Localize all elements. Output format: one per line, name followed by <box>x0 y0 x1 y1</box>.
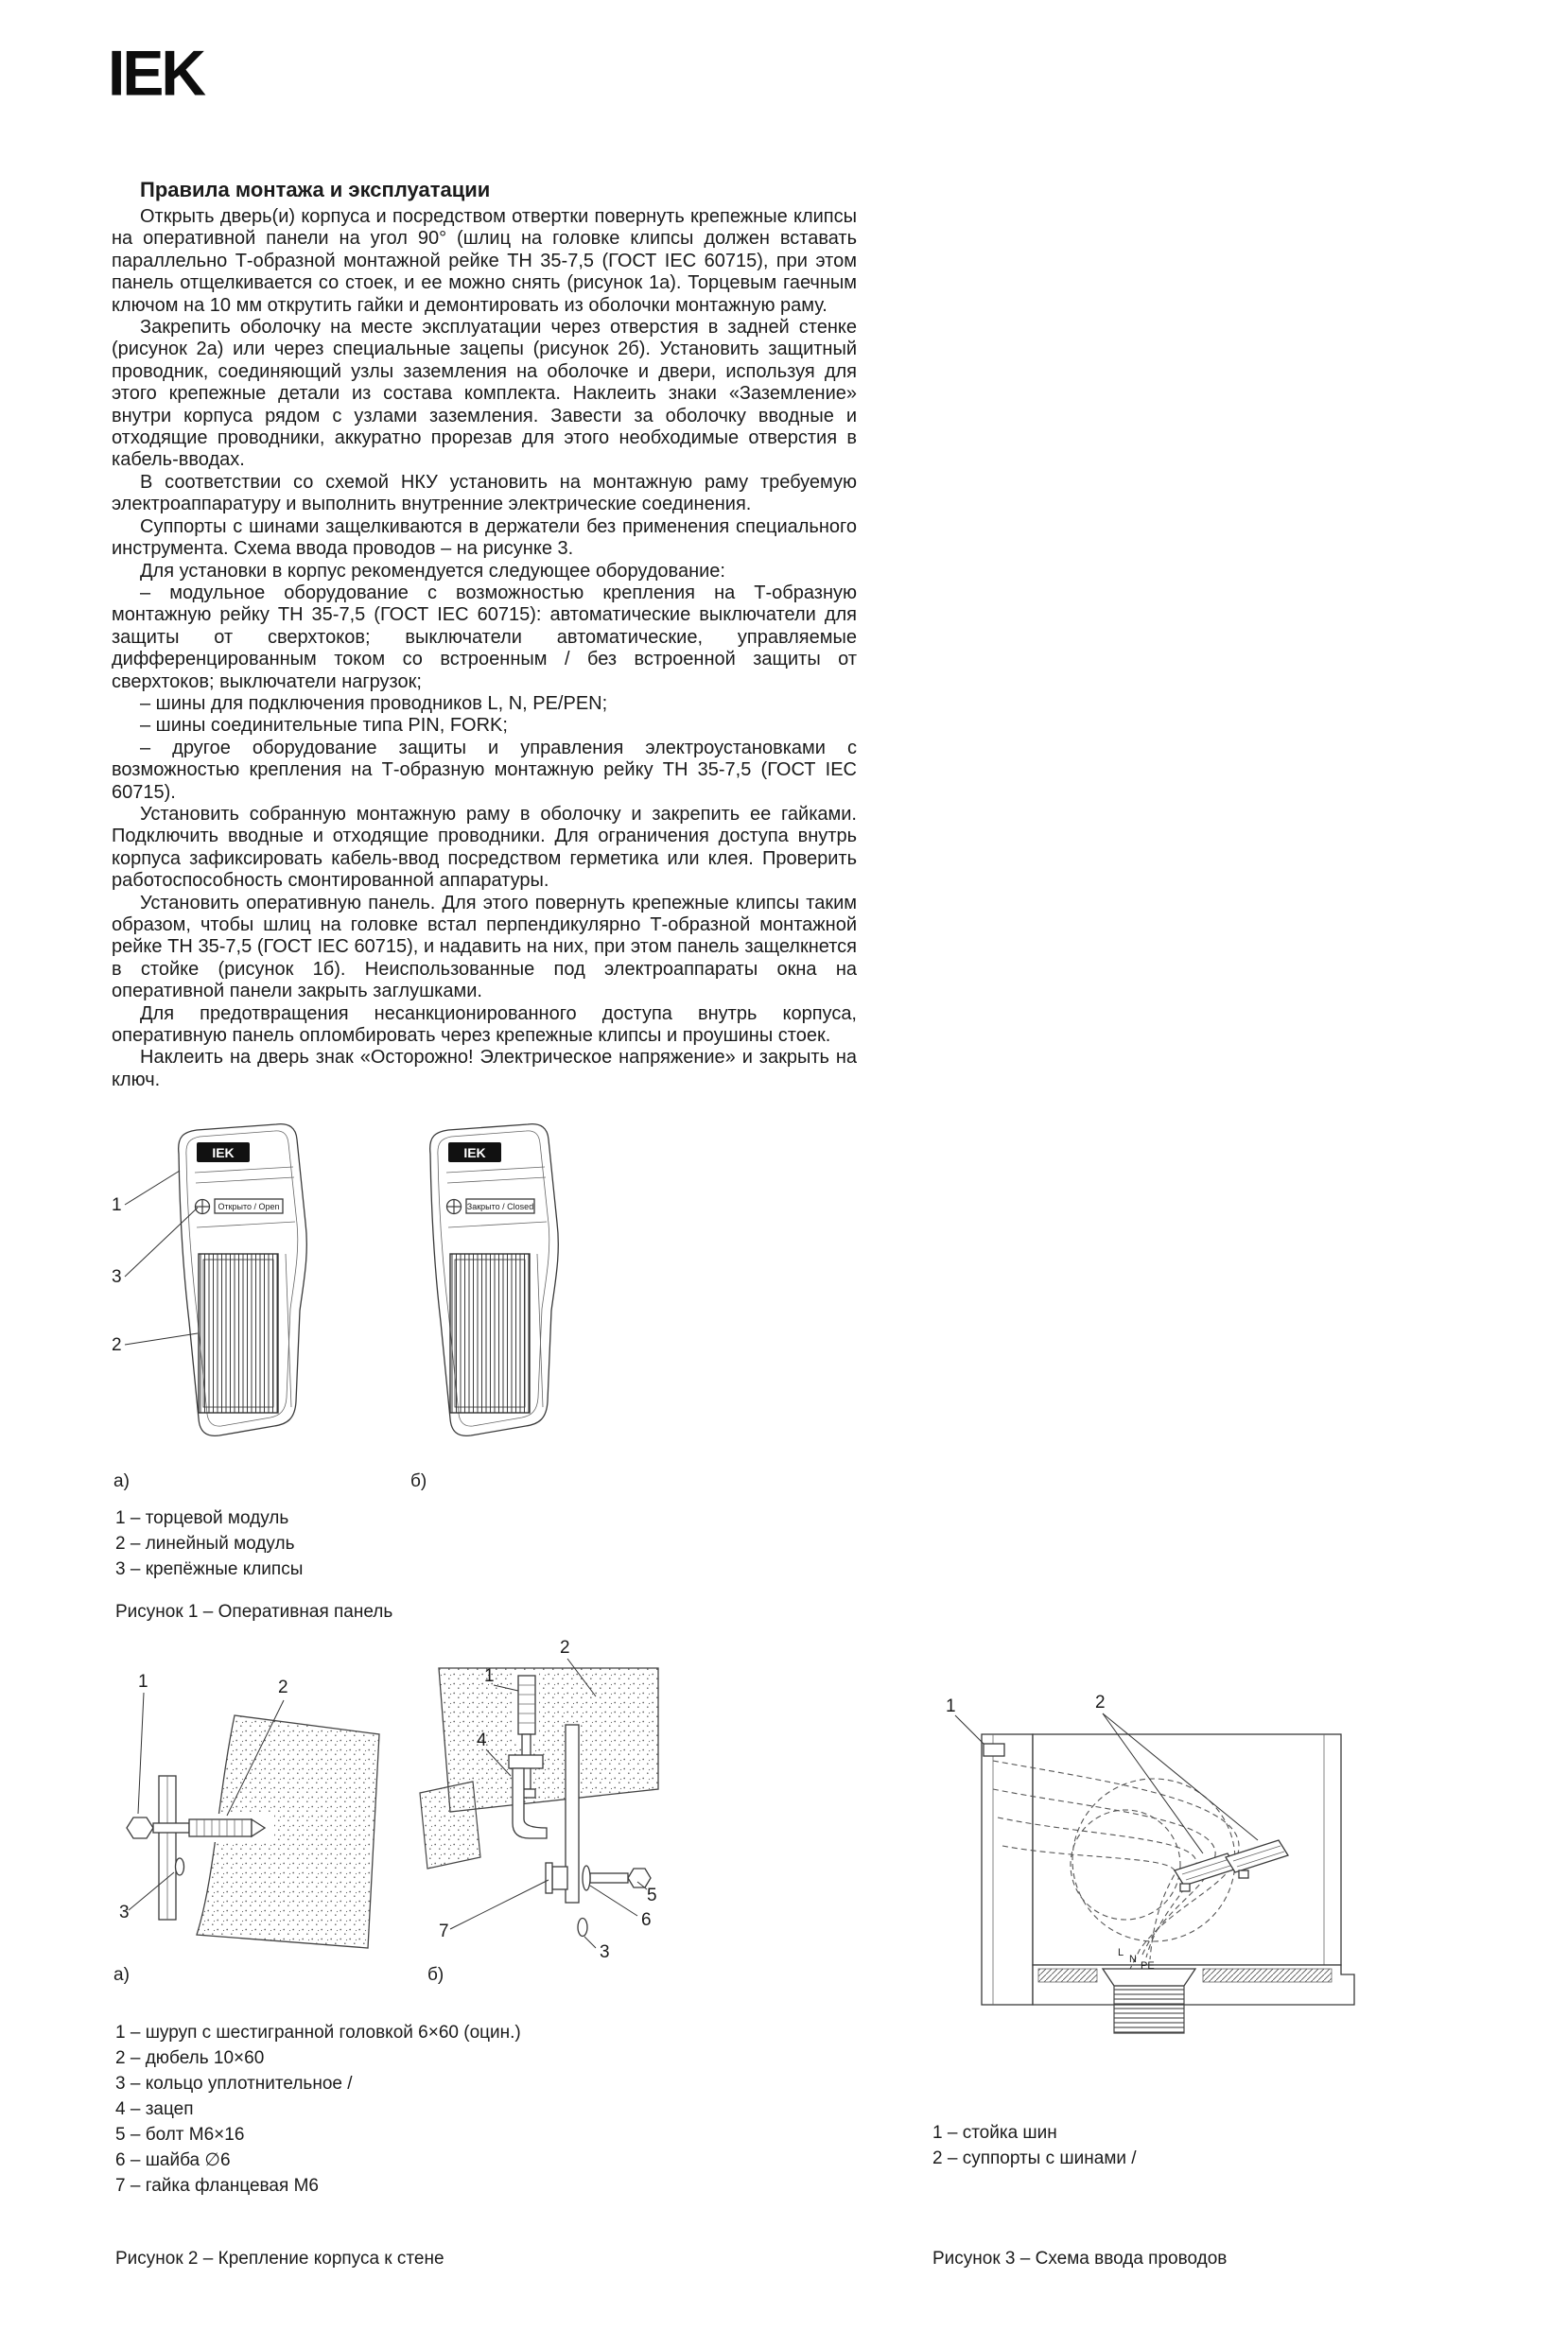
callout-number: 1 <box>946 1696 956 1716</box>
flange-nut-flange <box>546 1863 552 1893</box>
figure1-drawing <box>104 1118 634 1451</box>
dowel <box>518 1676 535 1734</box>
paragraph: Открыть дверь(и) корпуса и посредством отвертки повернуть крепежные клипсы на оперативной панели на угол 90° (шлиц на головке клипсы должен вставать параллельно Т-образной монтажной рейке ТН 35-7,5 (ГОСТ IEC 60715), при этом панель отщелкивается со стоек, и ее можно снять (рисунок 1а). Торцевым гаечным ключом на 10 мм открутить гайки и демонтировать из оболочки монтажную раму. <box>112 206 857 316</box>
panel-logo-text: IEK <box>463 1145 486 1160</box>
paragraph: Наклеить на дверь знак «Осторожно! Электрическое напряжение» и закрыть на ключ. <box>112 1047 857 1090</box>
sealing-ring <box>176 1858 184 1875</box>
callout-number: 3 <box>112 1267 122 1287</box>
flange-nut <box>552 1867 567 1889</box>
wall-fragment <box>420 1782 480 1869</box>
legend-item: 3 – кольцо уплотнительное / <box>115 2074 353 2094</box>
figure2-sub-label-a: а) <box>113 1965 130 1985</box>
legend-item: 2 – суппорты с шинами / <box>932 2148 1137 2168</box>
figure2-legend <box>115 2020 521 2199</box>
legend-item: 2 – линейный модуль <box>115 1534 295 1554</box>
wire-label: PE <box>1141 1960 1155 1972</box>
legend-item: 6 – шайба ∅6 <box>115 2150 231 2170</box>
screw-shaft <box>153 1823 189 1833</box>
list-item: – шины соединительные типа PIN, FORK; <box>140 715 508 737</box>
figure1-legend <box>115 1505 303 1582</box>
bolt-head-icon <box>628 1869 651 1887</box>
callout-number: 2 <box>560 1638 570 1658</box>
list-item: – шины для подключения проводников L, N, PE/PEN; <box>140 692 608 714</box>
callout-number: 3 <box>600 1942 610 1962</box>
wire-label: L <box>1118 1947 1124 1958</box>
paragraph: Закрепить оболочку на месте эксплуатации через отверстия в задней стенке (рисунок 2а) или через специальные зацепы (рисунок 2б). Установить защитный проводник, соединяющий узлы заземления на оболочке и двери, используя для этого крепежные детали из состава комплекта. Наклеить знаки «Заземление» внутри корпуса рядом с узлами заземления. Завести за оболочку вводные и отходящие проводники, аккуратно прорезав для этого необходимые отверстия в кабель-вводах. <box>112 317 857 471</box>
corrugated-tube <box>1114 1986 1184 2033</box>
legend-item: 3 – крепёжные клипсы <box>115 1559 304 1579</box>
callout-number: 1 <box>484 1666 495 1686</box>
figure1-caption: Рисунок 1 – Оперативная панель <box>115 1602 393 1622</box>
panel-b <box>430 1124 559 1436</box>
gland-plate <box>1038 1969 1097 1982</box>
callout-number: 2 <box>278 1678 288 1697</box>
figure2-drawing-a <box>119 1672 379 1948</box>
legend-item: 4 – зацеп <box>115 2099 194 2119</box>
list-item: – другое оборудование защиты и управления электроустановками с возможностью крепления на Т-образную монтажную рейку ТН 35-7,5 (ГОСТ IEC 60715). <box>112 737 857 803</box>
paragraph: Установить оперативную панель. Для этого повернуть крепежные клипсы таким образом, чтобы шлиц на головке встал перпендикулярно Т-образной монтажной рейке ТН 35-7,5 (ГОСТ IEC 60715), и надавить на них, при этом панель защелкнется в стойке (рисунок 1б). Неиспользованные под электроаппараты окна на оперативной панели закрыть заглушками. <box>112 892 857 1002</box>
paragraph: Для предотвращения несанкционированного доступа внутрь корпуса, оперативную панель опломбировать через крепежные клипсы и проушины стоек. <box>112 1002 857 1047</box>
callout-number: 6 <box>641 1910 652 1930</box>
din-window <box>199 1254 278 1413</box>
legend-item: 1 – торцевой модуль <box>115 1508 289 1528</box>
figure2-drawing-b <box>420 1638 658 1962</box>
legend-item: 7 – гайка фланцевая М6 <box>115 2176 319 2196</box>
iek-logo: IEK <box>108 37 204 109</box>
doc-title: Правила монтажа и эксплуатации <box>140 178 491 201</box>
list-item: – модульное оборудование с возможностью крепления на Т-образную монтажную рейку ТН 35-7,5 (ГОСТ IEC 60715): автоматические выключатели для защиты от сверхтоков; выключатели автоматические, управляемые дифференцированным током со встроенным / без встроенной защиты от сверхтоков; выключатели нагрузок; <box>112 582 857 692</box>
din-window <box>450 1254 530 1413</box>
callout-number: 1 <box>138 1672 148 1692</box>
panel-logo-text: IEK <box>212 1145 235 1160</box>
callout-number: 1 <box>112 1195 122 1215</box>
stand-clip <box>984 1744 1004 1756</box>
legend-item: 1 – шуруп с шестигранной головкой 6×60 (оцин.) <box>115 2023 521 2043</box>
callout-number: 5 <box>647 1886 657 1905</box>
paragraph: Суппорты с шинами защелкиваются в держатели без применения специального инструмента. Схема ввода проводов – на рисунке 3. <box>112 515 857 560</box>
figure3-legend <box>932 2120 1137 2171</box>
figure3-caption: Рисунок 3 – Схема ввода проводов <box>932 2249 1228 2269</box>
paragraph: В соответствии со схемой НКУ установить на монтажную раму требуемую электроаппаратуру и выполнить внутренние электрические соединения. <box>112 471 857 515</box>
status-plate-text: Открыто / Open <box>218 1202 280 1211</box>
figure3-drawing <box>927 1685 1362 2035</box>
figure2-caption: Рисунок 2 – Крепление корпуса к стене <box>115 2249 444 2269</box>
legend-item: 5 – болт М6×16 <box>115 2125 245 2145</box>
gland-plate <box>1203 1969 1332 1982</box>
paragraph: Для установки в корпус рекомендуется следующее оборудование: <box>140 560 725 582</box>
figure2-drawing <box>102 1634 670 1967</box>
status-plate-text: Закрыто / Closed <box>466 1202 534 1211</box>
busbar-stand <box>982 1734 1033 2005</box>
sealing-ring <box>578 1919 587 1937</box>
wire-label: N <box>1129 1954 1137 1965</box>
callout-number: 3 <box>119 1903 130 1922</box>
figure1-sub-label-b: б) <box>410 1471 427 1491</box>
body-text <box>112 178 857 1091</box>
hook-plate <box>509 1755 543 1768</box>
figure1-sub-label-a: а) <box>113 1471 130 1491</box>
legend-item: 2 – дюбель 10×60 <box>115 2048 265 2068</box>
callout-number: 4 <box>477 1731 487 1750</box>
callout-number: 7 <box>439 1922 449 1941</box>
screw-head-icon <box>127 1818 153 1838</box>
bolt-shaft <box>590 1873 628 1883</box>
callout-number: 2 <box>1095 1693 1106 1713</box>
washer <box>583 1866 590 1890</box>
figure2-sub-label-b: б) <box>427 1965 444 1985</box>
enclosure-outline <box>1033 1734 1341 1965</box>
panel-a <box>179 1124 307 1436</box>
callout-number: 2 <box>112 1335 122 1355</box>
paragraph: Установить собранную монтажную раму в оболочку и закрепить ее гайками. Подключить вводные и отходящие проводники. Для ограничения доступа внутрь корпуса зафиксировать кабель-ввод посредством герметика или клея. Проверить работоспособность смонтированной аппаратуры. <box>112 803 857 892</box>
legend-item: 1 – стойка шин <box>932 2123 1057 2143</box>
